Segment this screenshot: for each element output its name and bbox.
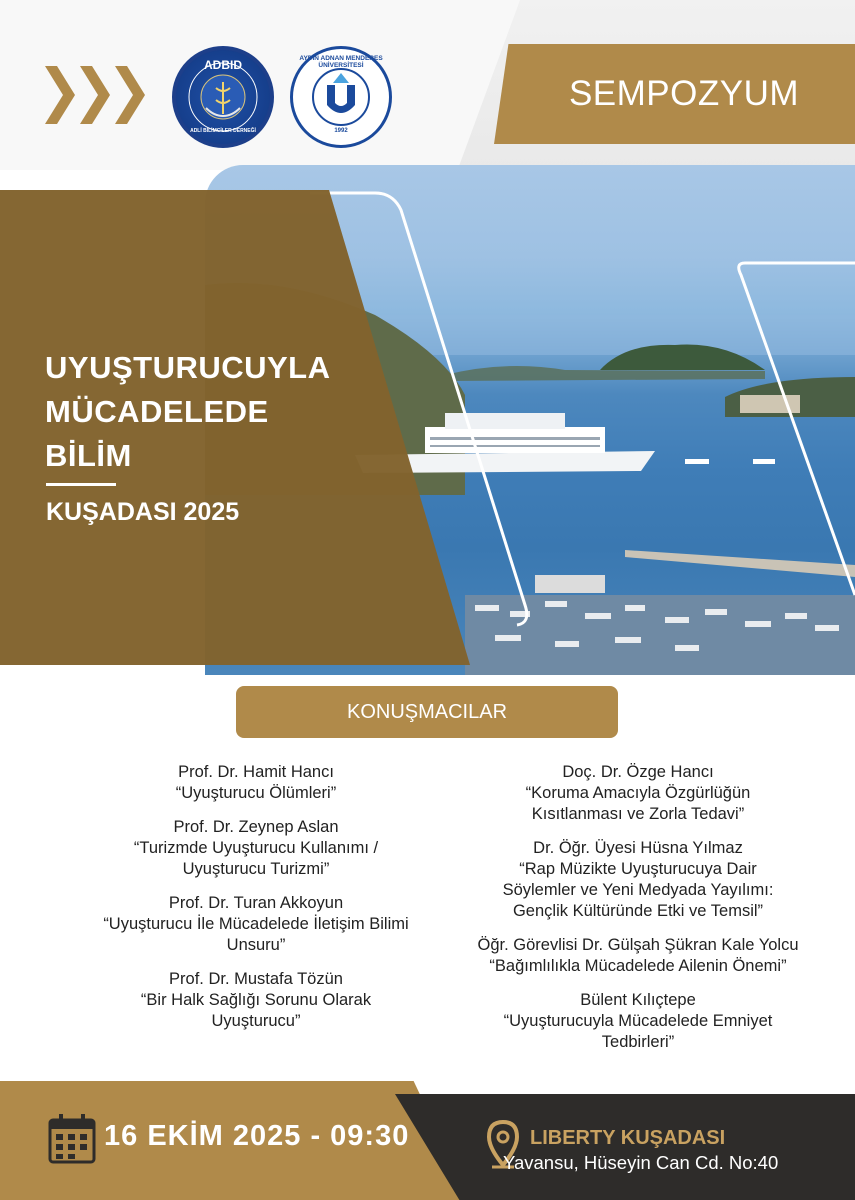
chevron-right-icon bbox=[80, 66, 110, 124]
title-line-3: BİLİM bbox=[45, 438, 132, 473]
adu-logo bbox=[290, 46, 392, 148]
talk-title: Uyuşturucu” bbox=[211, 1012, 301, 1030]
talk-title: Unsuru” bbox=[226, 936, 286, 954]
talk-title: “Turizmde Uyuşturucu Kullanımı / bbox=[133, 839, 379, 857]
calendar-icon bbox=[48, 1112, 96, 1164]
sempozyum-label: SEMPOZYUM bbox=[568, 74, 800, 113]
adu-ring-text: AYDIN ADNAN MENDERES ÜNİVERSİTESİ bbox=[299, 55, 383, 69]
speaker-entry bbox=[468, 990, 808, 1053]
talk-title: Gençlik Kültüründe Etki ve Temsil” bbox=[512, 902, 764, 920]
speaker-name: Prof. Dr. Turan Akkoyun bbox=[168, 894, 344, 912]
chevron-right-icon bbox=[45, 66, 75, 124]
speaker-name: Bülent Kılıçtepe bbox=[580, 991, 696, 1009]
talk-title: “Bağımlılıkla Mücadelede Ailenin Önemi” bbox=[489, 957, 787, 975]
talk-title: Kısıtlanması ve Zorla Tedavi” bbox=[531, 805, 745, 823]
talk-title: “Rap Müzikte Uyuşturucuya Dair bbox=[519, 860, 757, 878]
title-divider bbox=[46, 483, 116, 486]
speaker-entry bbox=[86, 893, 426, 956]
speaker-entry bbox=[86, 817, 426, 880]
title-line-2: MÜCADELEDE bbox=[45, 394, 269, 429]
venue-name: LIBERTY KUŞADASI bbox=[530, 1127, 726, 1149]
speakers-right-column bbox=[468, 762, 808, 1066]
adbid-logo-text: ADBID bbox=[204, 58, 242, 72]
speaker-name: Prof. Dr. Mustafa Tözün bbox=[169, 970, 343, 988]
talk-title: “Uyuşturucu İle Mücadelede İletişim Bilimi bbox=[103, 915, 409, 933]
speaker-name: Dr. Öğr. Üyesi Hüsna Yılmaz bbox=[533, 839, 743, 857]
speaker-entry bbox=[86, 969, 426, 1032]
speaker-entry bbox=[468, 838, 808, 922]
event-location-year: KUŞADASI 2025 bbox=[46, 498, 240, 526]
speaker-name: Doç. Dr. Özge Hancı bbox=[562, 763, 714, 781]
adu-year: 1992 bbox=[334, 128, 348, 134]
venue-address: Yavansu, Hüseyin Can Cd. No:40 bbox=[503, 1152, 779, 1173]
talk-title: Tedbirleri” bbox=[601, 1033, 675, 1051]
speakers-left-column bbox=[86, 762, 426, 1045]
talk-title: Uyuşturucu Turizmi” bbox=[182, 860, 330, 878]
talk-title: Söylemler ve Yeni Medyada Yayılımı: bbox=[502, 881, 774, 899]
title-line-1: UYUŞTURUCUYLA bbox=[45, 350, 331, 385]
talk-title: “Bir Halk Sağlığı Sorunu Olarak bbox=[140, 991, 372, 1009]
adbid-ring-text: ADLİ BİLİMCİLER DERNEĞİ bbox=[190, 128, 256, 134]
speaker-entry bbox=[468, 935, 808, 977]
talk-title: “Uyuşturucu Ölümleri” bbox=[175, 784, 337, 802]
adbid-logo bbox=[172, 46, 274, 148]
speakers-heading: KONUŞMACILAR bbox=[346, 701, 508, 723]
talk-title: “Uyuşturucuyla Mücadelede Emniyet bbox=[503, 1012, 773, 1030]
speaker-name: Prof. Dr. Zeynep Aslan bbox=[173, 818, 339, 836]
chevron-right-icon bbox=[115, 66, 145, 124]
speaker-name: Öğr. Görevlisi Dr. Gülşah Şükran Kale Yolcu bbox=[477, 936, 799, 954]
event-date-time: 16 EKİM 2025 - 09:30 bbox=[104, 1120, 410, 1152]
talk-title: “Koruma Amacıyla Özgürlüğün bbox=[525, 784, 751, 802]
speaker-entry bbox=[468, 762, 808, 825]
speaker-entry bbox=[86, 762, 426, 804]
speaker-name: Prof. Dr. Hamit Hancı bbox=[178, 763, 334, 781]
